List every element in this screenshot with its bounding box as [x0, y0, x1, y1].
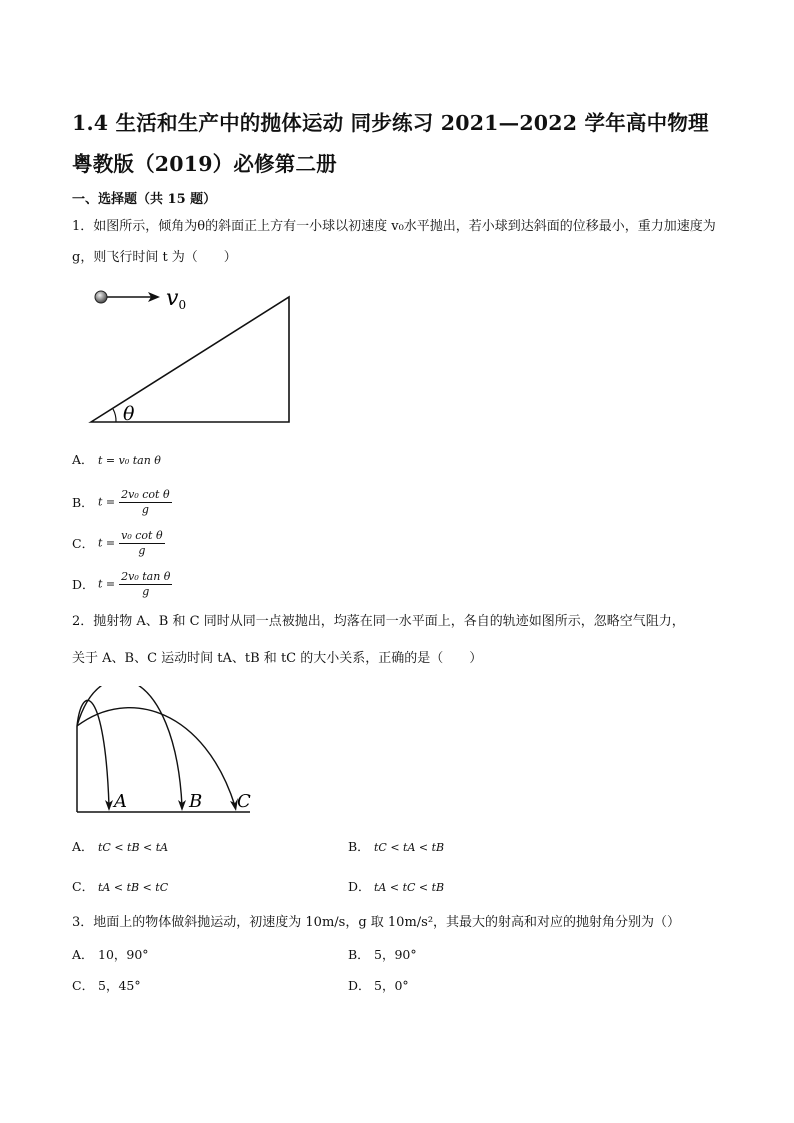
- q1-option-a[interactable]: A． t = v₀ tan θ: [72, 452, 161, 467]
- label-b: B: [189, 791, 203, 812]
- question-2-line-1: 2．抛射物 A、B 和 C 同时从同一点被抛出，均落在同一水平面上，各自的轨迹如图所示，忽略空气阻力，: [72, 614, 685, 629]
- q2-option-d[interactable]: D． tA < tC < tB: [348, 879, 445, 894]
- q3-option-b[interactable]: B． 5，90°: [348, 947, 417, 962]
- question-2-line-2: 关于 A、B、C 运动时间 tA、tB 和 tC 的大小关系，正确的是（ ）: [72, 651, 483, 666]
- angle-arc: [113, 409, 116, 422]
- q2-option-a[interactable]: A． tC < tB < tA: [72, 839, 169, 854]
- q3-option-d[interactable]: D． 5，0°: [348, 978, 409, 993]
- q2-trajectory-figure: [70, 686, 270, 818]
- fraction: $\frac{\text{2v₀ tan θ}}{g}$: [121, 570, 171, 598]
- incline-triangle: [91, 297, 289, 422]
- fraction: $\frac{\text{2v₀ cot θ}}{g}$: [121, 488, 170, 516]
- q3-option-a[interactable]: A． 10，90°: [72, 947, 149, 962]
- q1-option-c[interactable]: C． t = $\frac{\text{v₀ cot θ}}{g}$: [72, 529, 163, 557]
- question-3-stem: 3．地面上的物体做斜抛运动，初速度为 10m/s，g 取 10m/s²，其最大的射高和对应的抛射角分别为（）: [72, 915, 681, 930]
- q3-option-c[interactable]: C． 5，45°: [72, 978, 141, 993]
- label-c: C: [237, 791, 251, 812]
- q1-incline-figure: [86, 282, 306, 432]
- theta-label: θ: [123, 403, 135, 425]
- ball-icon: [95, 291, 107, 303]
- q2-option-c[interactable]: C． tA < tB < tC: [72, 879, 169, 894]
- q1-option-b[interactable]: B． t = $\frac{\text{2v₀ cot θ}}{g}$: [72, 488, 170, 516]
- q1-option-d[interactable]: D． t = $\frac{\text{2v₀ tan θ}}{g}$: [72, 570, 171, 598]
- label-a: A: [114, 791, 127, 812]
- q2-option-b[interactable]: B． tC < tA < tB: [348, 839, 445, 854]
- document-title: 1.4 生活和生产中的抛体运动 同步练习 2021—2022 学年高中物理粤教版（2019）必修第二册: [72, 111, 709, 176]
- question-1-stem: 1．如图所示，倾角为θ的斜面正上方有一小球以初速度 v₀水平抛出，若小球到达斜面的位移最小，重力加速度为 g，则飞行时间 t 为（ ）: [72, 219, 716, 265]
- section-heading: 一、选择题（共 15 题）: [72, 192, 217, 207]
- fraction: $\frac{\text{v₀ cot θ}}{g}$: [121, 529, 163, 557]
- v0-label: v0: [166, 286, 187, 312]
